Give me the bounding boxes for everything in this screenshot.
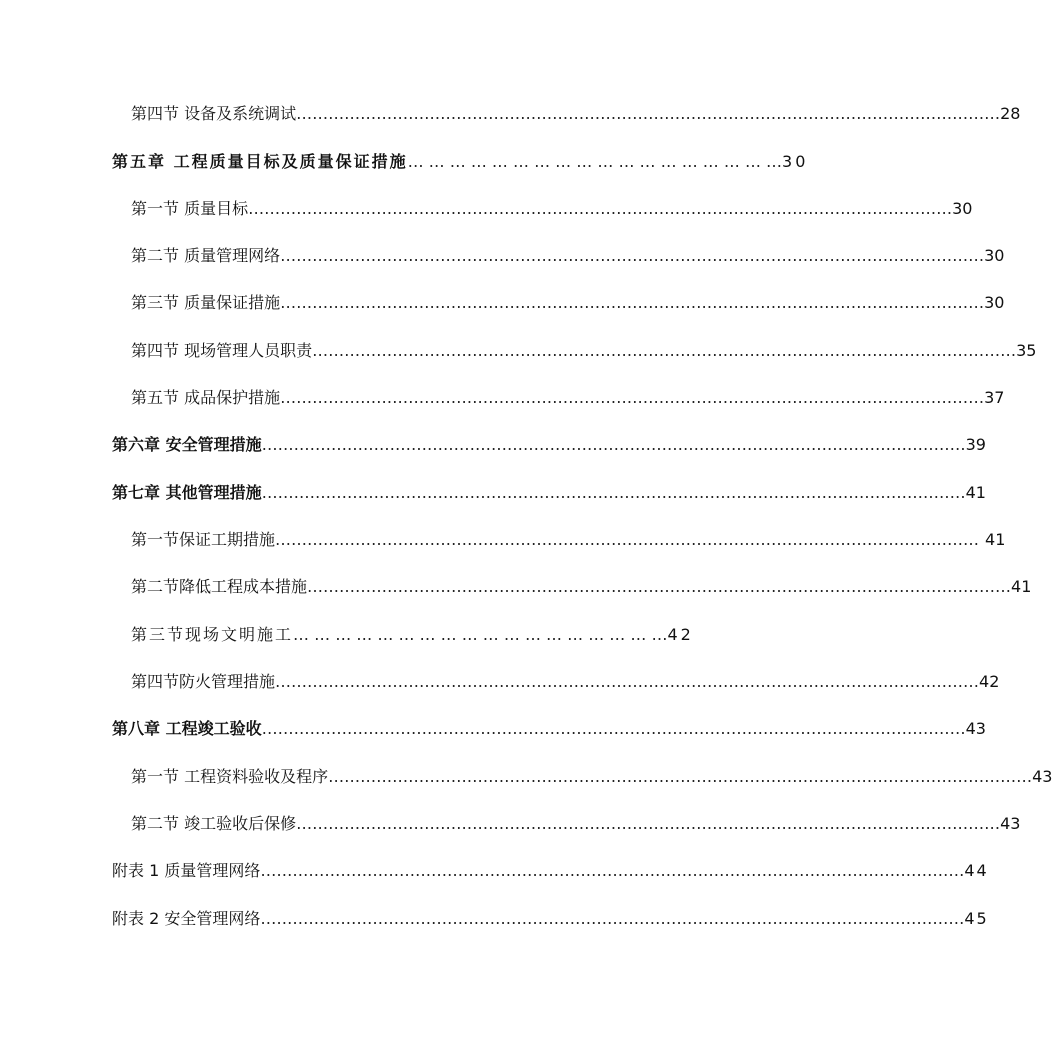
- toc-leader-dots: ……………………………………………………………………………………………………………………: [261, 435, 966, 454]
- toc-entry-section: [0, 667, 1000, 697]
- toc-entry-title: 附表 1 质量管理网络: [112, 861, 261, 880]
- toc-entry-page: 41: [985, 530, 1006, 549]
- toc-entry-section: [0, 620, 744, 650]
- toc-leader-dots: ……………………………………………………………………………………………………………………: [307, 577, 1012, 596]
- toc-entry-chapter: [0, 147, 809, 177]
- toc-entry-section: [0, 99, 1021, 129]
- toc-entry-page: 43: [1032, 767, 1052, 786]
- toc-entry-title: 第一节 工程资料验收及程序: [131, 767, 329, 786]
- toc-entry-chapter: [0, 478, 986, 508]
- toc-entry-section: [0, 525, 1006, 555]
- toc-entry-title: 第五章 工程质量目标及质量保证措施: [112, 152, 408, 171]
- toc-entry-title: 第二节降低工程成本措施: [131, 577, 308, 596]
- toc-entry-page: 30: [782, 152, 809, 171]
- toc-entry-section: [0, 194, 973, 224]
- toc-entry-title: 第七章 其他管理措施: [112, 483, 262, 502]
- toc-entry-chapter: [0, 714, 986, 744]
- toc-leader-dots: ……………………………………………………………………………………………………………………: [296, 104, 1001, 123]
- toc-entry-page: 28: [1000, 104, 1021, 123]
- toc-entry-section: [0, 572, 1032, 602]
- toc-leader-dots: ……………………………………………………………………………………………………………………: [280, 293, 985, 312]
- toc-entry-page: 35: [1016, 341, 1037, 360]
- toc-leader-dots: ……………………………………………………………………………………………………………………: [275, 530, 980, 549]
- toc-entry-page: 42: [667, 625, 694, 644]
- toc-entry-page: 43: [1000, 814, 1021, 833]
- toc-entry-section: [0, 383, 1005, 413]
- toc-entry-chapter: [0, 430, 986, 460]
- toc-entry-title: 第一节保证工期措施: [131, 530, 276, 549]
- toc-entry-page: 41: [1011, 577, 1032, 596]
- toc-leader-dots: ……………………………………………………………………………………………………………………: [248, 199, 953, 218]
- toc-leader-dots: ……………………………………………………………………………………………………………………: [260, 861, 965, 880]
- toc-entry-page: 45: [964, 909, 989, 928]
- toc-entry-page: 30: [984, 246, 1005, 265]
- toc-entry-section: [0, 288, 1005, 318]
- toc-entry-page: 42: [979, 672, 1000, 691]
- toc-leader-dots: ……………………………………………………………………………………………………………………: [312, 341, 1017, 360]
- toc-entry-title: 第三节现场文明施工: [131, 625, 294, 644]
- toc-entry-page: 39: [965, 435, 986, 454]
- toc-leader-dots: ……………………………………………………………………………………………………………………: [328, 767, 1033, 786]
- toc-entry-title: 第三节 质量保证措施: [131, 293, 281, 312]
- toc-leader-dots: ……………………………………………………………………………………………………………………: [296, 814, 1001, 833]
- toc-entry-title: 附表 2 安全管理网络: [112, 909, 261, 928]
- toc-leader-dots: ……………………………………………………………………………………………………………………: [275, 672, 980, 691]
- toc-entry-title: 第八章 工程竣工验收: [112, 719, 262, 738]
- toc-entry-title: 第二节 质量管理网络: [131, 246, 281, 265]
- toc-entry-title: 第二节 竣工验收后保修: [131, 814, 297, 833]
- toc-entry-title: 第六章 安全管理措施: [112, 435, 262, 454]
- toc-entry-title: 第四节 设备及系统调试: [131, 104, 297, 123]
- toc-entry-title: 第四节防火管理措施: [131, 672, 276, 691]
- toc-entry-appendix: [0, 856, 989, 886]
- toc-entry-page: 44: [964, 861, 989, 880]
- toc-entry-page: 41: [965, 483, 986, 502]
- toc-entry-section: [0, 336, 1037, 366]
- toc-entry-section: [0, 809, 1021, 839]
- toc-leader-dots: ……………………………………………………………………………………………………………………: [261, 719, 966, 738]
- toc-entry-page: 37: [984, 388, 1005, 407]
- toc-entry-title: 第一节 质量目标: [131, 199, 249, 218]
- toc-entry-title: 第五节 成品保护措施: [131, 388, 281, 407]
- toc-leader-dots: ……………………………………………………………………………………………………………………: [280, 246, 985, 265]
- toc-entry-title: 第四节 现场管理人员职责: [131, 341, 313, 360]
- toc-entry-page: 30: [984, 293, 1005, 312]
- toc-leader-dots: ……………………………………………………………………………………………………………………: [280, 388, 985, 407]
- toc-entry-page: 43: [965, 719, 986, 738]
- toc-leader-dots: ……………………………………………………………………………………………………………………: [260, 909, 965, 928]
- toc-entry-page: 30: [952, 199, 973, 218]
- toc-entry-section: [0, 241, 1005, 271]
- toc-leader-dots: … … … … … … … … … … … … … … … … … …: [407, 152, 783, 171]
- toc-leader-dots: ……………………………………………………………………………………………………………………: [261, 483, 966, 502]
- toc-leader-dots: … … … … … … … … … … … … … … … … … …: [293, 625, 668, 644]
- toc-entry-section: [0, 762, 1052, 792]
- toc-entry-appendix: [0, 904, 989, 934]
